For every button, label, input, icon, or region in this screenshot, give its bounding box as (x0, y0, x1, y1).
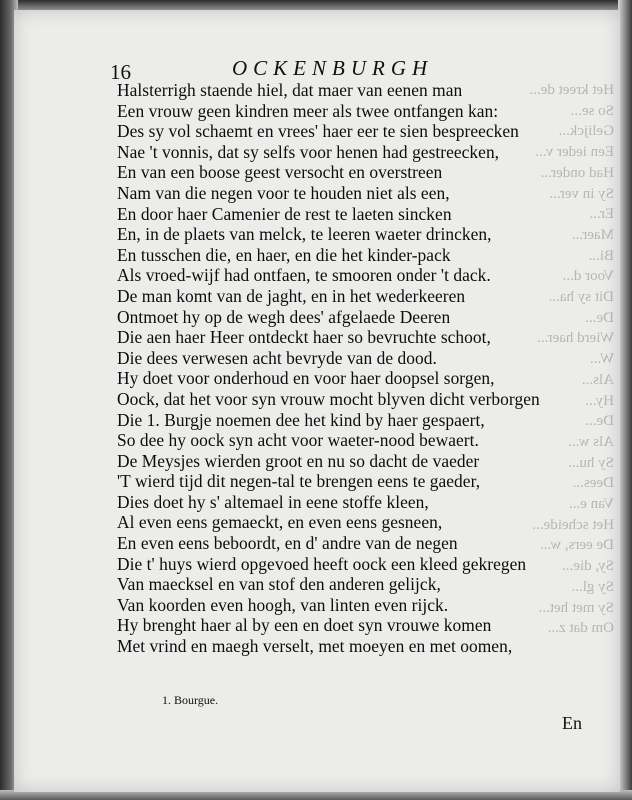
verse-line: Die 1. Burgje noemen dee het kind by haer gespaert, (117, 409, 485, 430)
bleed-line: Het kreet de... (529, 82, 614, 98)
bleed-line: Dit sy ha... (548, 289, 614, 306)
bleed-line: Een ieder v... (535, 144, 614, 161)
verse-line: Oock, dat het voor syn vrouw mocht blyven dicht verborgen (117, 388, 540, 409)
verse-line: En van een boose geest versocht en overstreen (117, 162, 443, 183)
bleed-line: De... (585, 309, 614, 326)
book-page (14, 10, 620, 792)
verse-line: So dee hy oock syn acht voor waeter-nood bewaert. (117, 430, 479, 451)
bleed-line: Dees... (572, 475, 614, 492)
verse-line: Hy doet voor onderhoud en voor haer doopsel sorgen, (117, 368, 495, 389)
bleed-line: Als... (581, 371, 614, 388)
verse-line: En tusschen die, en haer, en die het kinder-pack (117, 244, 451, 265)
verse-line: Die t' huys wierd opgevoed heeft oock een kleed gekregen (117, 553, 527, 574)
verse-line: Al even eens gemaeckt, en even eens gesneen, (117, 512, 443, 533)
verse-line: 'T wierd tijd dit negen-tal te brengen eens te gaeder, (117, 471, 481, 492)
verse-line: Die dees verwesen acht bevryde van de dood. (117, 347, 437, 368)
bleed-line: De... (585, 413, 614, 430)
bleed-line: W... (589, 351, 614, 368)
bleed-line: Bi... (588, 247, 614, 264)
verse-line: De Meysjes wierden groot en nu so dacht de vaeder (117, 450, 480, 471)
bleed-line: So se... (570, 102, 614, 119)
verse-line: Van maecksel en van stof den anderen gelijck, (117, 574, 441, 595)
bleed-line: Hy... (585, 392, 614, 409)
bleed-line: Sy, die... (562, 558, 614, 575)
verse-line: Nae 't vonnis, dat sy selfs voor henen had gestreecken, (117, 141, 500, 162)
verse-line: Die aen haer Heer ontdeckt haer so bevruchte schoot, (117, 327, 491, 348)
verse-line: Hy brenght haer al by een en doet syn vrouwe komen (117, 615, 492, 636)
bleed-line: Maer... (571, 226, 614, 243)
verse-line: Halsterrigh staende hiel, dat maer van eenen man (117, 80, 463, 100)
bleed-line: Sy met het... (538, 599, 614, 616)
catchword: En (562, 713, 582, 733)
bleed-line: Er... (589, 206, 614, 223)
bleed-line: Sy hu... (568, 454, 614, 471)
footnote: 1. Bourgue. (162, 693, 219, 707)
verse-line: Nam van die negen voor te houden niet als een, (117, 182, 450, 203)
bleed-line: Had onder... (540, 164, 614, 181)
verse-line: Van koorden even hoogh, van linten even rijck. (117, 594, 449, 615)
bleed-line: Wierd haer... (537, 330, 614, 347)
verse-line: Als vroed-wijf had ontfaen, te smooren onder 't dack. (117, 265, 491, 286)
verse-line: De man komt van de jaght, en in het wederkeeren (117, 285, 466, 306)
page-number: 16 (110, 60, 131, 84)
verse-line: Een vrouw geen kindren meer als twee ontfangen kan: (117, 100, 499, 121)
verse-block (117, 80, 597, 657)
bleed-line: De eers, w... (540, 537, 614, 554)
scan-right-edge (618, 0, 632, 800)
bleed-line: Voor d... (562, 268, 614, 285)
verse-line: Met vrind en maegh verselt, met moeyen en met oomen, (117, 636, 513, 657)
bleed-line: Sy gl... (571, 578, 614, 595)
verse-line: En door haer Camenier de rest te laeten sincken (117, 203, 452, 224)
bleed-line: Gelijck... (558, 123, 614, 140)
bleed-line: Het scheide... (532, 516, 614, 533)
bleed-line: Om dat z... (547, 620, 614, 637)
verse-line: Ontmoet hy op de wegh dees' afgelaede Deeren (117, 306, 451, 327)
verse-line: Des sy vol schaemt en vrees' haer eer te sien bespreecken (117, 121, 519, 142)
running-head (14, 56, 620, 84)
bleed-line: Sy in ver... (549, 185, 614, 202)
verse-line: En, in de plaets van melck, te leeren waeter drincken, (117, 224, 492, 245)
verse-line: En even eens beboordt, en d' andre van de negen (117, 533, 458, 554)
bleed-line: Van e... (569, 496, 614, 513)
verse-line: Dies doet hy s' altemael in eene stoffe kleen, (117, 491, 429, 512)
running-title: OCKENBURGH (232, 56, 434, 80)
bleed-line: Als w... (568, 433, 614, 450)
